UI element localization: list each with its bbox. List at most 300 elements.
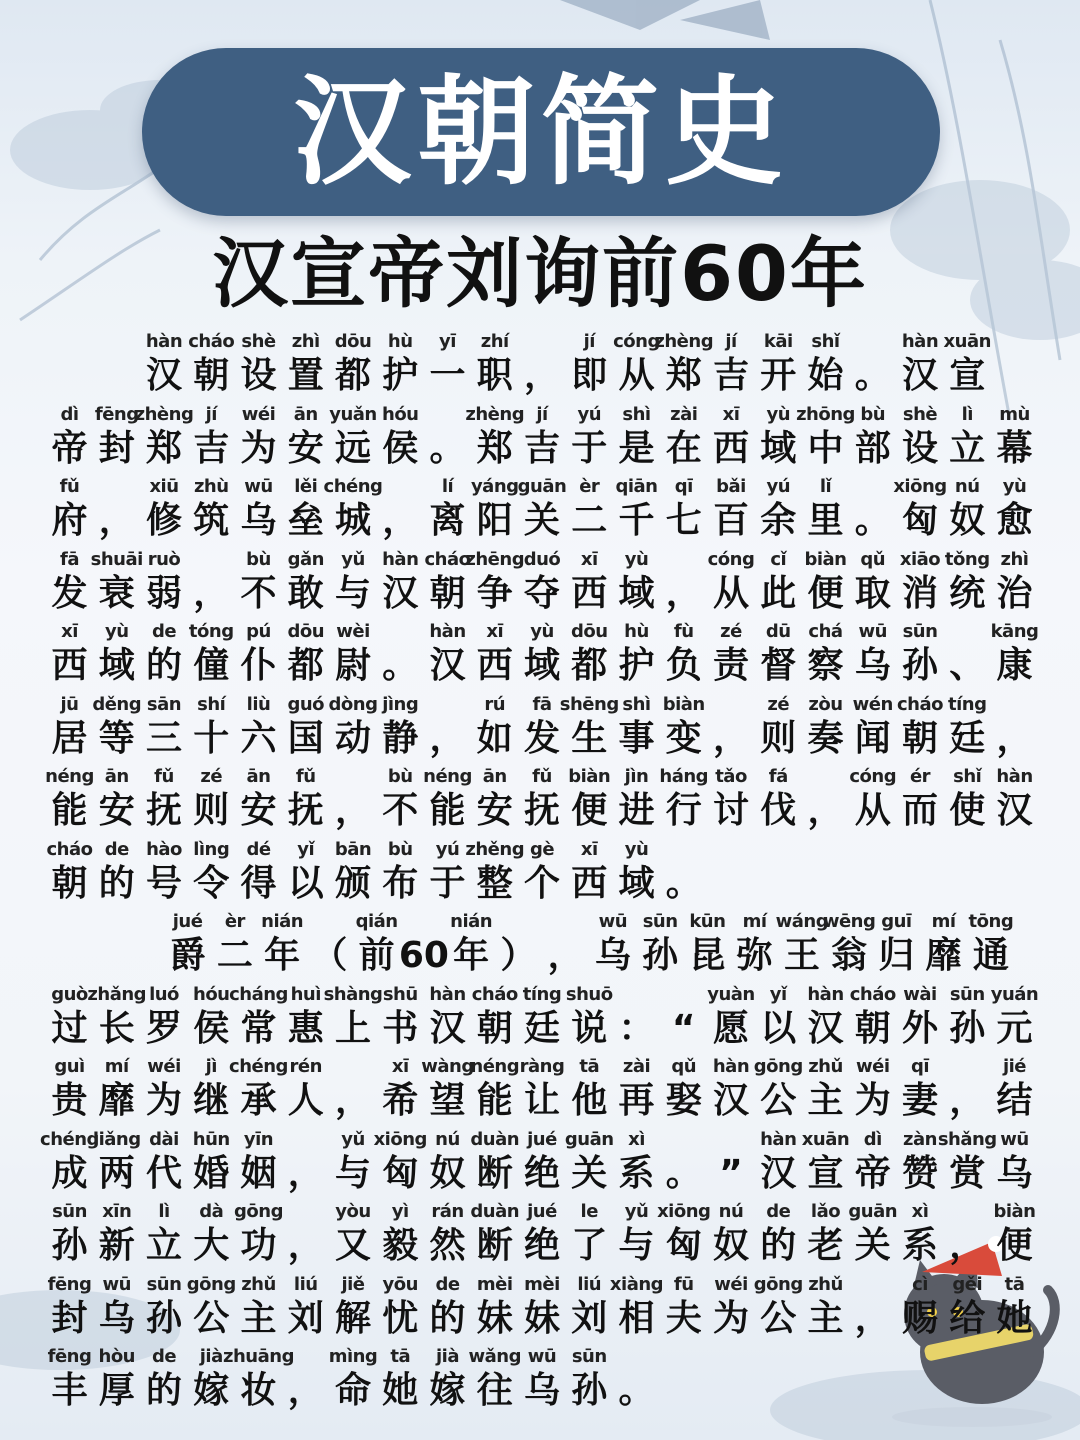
pinyin-label: dì bbox=[60, 403, 79, 425]
hanzi-character: 解 bbox=[334, 1297, 371, 1339]
pinyin-label: de bbox=[766, 1201, 791, 1222]
pinyin-label: liù bbox=[246, 693, 271, 715]
hanzi-character: 廷 bbox=[523, 1007, 560, 1049]
hanzi-character: 为 bbox=[145, 1080, 182, 1121]
hanzi-character: 为 bbox=[240, 427, 277, 469]
hanzi-character: 主 bbox=[807, 1297, 844, 1339]
hanzi-character: 希 bbox=[382, 1080, 419, 1121]
pinyin-label: zhí bbox=[480, 331, 509, 352]
hanzi-character: 惠 bbox=[287, 1007, 324, 1049]
pinyin-label: yuán bbox=[990, 983, 1039, 1005]
hanzi-character: 宣 bbox=[949, 355, 986, 396]
hanzi-character: 远 bbox=[334, 427, 371, 469]
hanzi-character: 行 bbox=[665, 790, 702, 831]
hanzi-character: 统 bbox=[949, 572, 986, 614]
pinyin-label: lìng bbox=[193, 838, 230, 860]
character-cell bbox=[564, 1343, 615, 1415]
hanzi-character: 长 bbox=[98, 1007, 135, 1049]
pinyin-label: rú bbox=[484, 693, 506, 715]
hanzi-character: 西 bbox=[51, 645, 88, 686]
section-subtitle: 汉宣帝刘询前60年 bbox=[212, 229, 868, 318]
character-cell bbox=[989, 981, 1040, 1053]
pinyin-label: fù bbox=[673, 621, 694, 642]
pinyin-label: yú bbox=[577, 403, 602, 425]
pinyin-label: gōng bbox=[186, 1273, 236, 1295]
hanzi-character: 修 bbox=[145, 500, 182, 541]
pinyin-label: lǐ bbox=[819, 476, 832, 497]
hanzi-character: 愿 bbox=[712, 1007, 749, 1049]
hanzi-character: 的 bbox=[429, 1297, 466, 1339]
hanzi-character: 讨 bbox=[712, 790, 749, 831]
hanzi-character: 置 bbox=[287, 355, 324, 396]
pinyin-label: nián bbox=[261, 911, 304, 932]
hanzi-character: 西 bbox=[476, 645, 513, 686]
hanzi-character: 护 bbox=[618, 645, 655, 686]
character-cell bbox=[989, 618, 1040, 690]
hanzi-character: 孙 bbox=[145, 1297, 182, 1339]
hanzi-character: 廷 bbox=[949, 717, 986, 759]
hanzi-character: 奴 bbox=[429, 1152, 466, 1194]
hanzi-character: 汉 bbox=[429, 645, 466, 686]
pinyin-label: cháo bbox=[46, 838, 93, 860]
pinyin-label: huì bbox=[290, 983, 321, 1005]
pinyin-label: zài bbox=[670, 403, 698, 425]
hanzi-character: 于 bbox=[571, 427, 608, 469]
hanzi-character: ， bbox=[996, 717, 1033, 759]
hanzi-character: 公 bbox=[760, 1080, 797, 1121]
pinyin-label: tā bbox=[390, 1346, 411, 1367]
hanzi-character: 夫 bbox=[665, 1297, 702, 1339]
hanzi-character: 与 bbox=[334, 1152, 371, 1194]
hanzi-character: 为 bbox=[712, 1297, 749, 1339]
pinyin-label: cháng bbox=[229, 983, 288, 1005]
hanzi-character: ， bbox=[665, 572, 702, 614]
pinyin-label: kāng bbox=[990, 621, 1039, 642]
hanzi-character: 筑 bbox=[193, 500, 230, 541]
hanzi-character: 人 bbox=[287, 1080, 324, 1121]
hanzi-character: 都 bbox=[287, 645, 324, 686]
pinyin-label: shuāi bbox=[90, 548, 143, 570]
hanzi-character: 绝 bbox=[523, 1225, 560, 1266]
hanzi-character: 汉 bbox=[996, 790, 1033, 831]
hanzi-character: 靡 bbox=[98, 1080, 135, 1121]
pinyin-label: néng bbox=[423, 766, 472, 787]
hanzi-character: 闻 bbox=[854, 717, 891, 759]
hanzi-character: 姻 bbox=[240, 1152, 277, 1194]
hanzi-character: 中 bbox=[807, 427, 844, 469]
hanzi-character: 过 bbox=[51, 1007, 88, 1049]
hanzi-character: 幕 bbox=[996, 427, 1033, 469]
hanzi-character: 老 bbox=[807, 1225, 844, 1266]
pinyin-label: liú bbox=[293, 1273, 318, 1295]
pinyin-label: liǎng bbox=[92, 1128, 141, 1150]
character-cell bbox=[469, 328, 520, 400]
pinyin-label: dōu bbox=[287, 621, 325, 642]
pinyin-label: yòu bbox=[335, 1201, 371, 1222]
text-line bbox=[44, 473, 1034, 545]
hanzi-character: 。 bbox=[854, 355, 891, 396]
pinyin-label: jué bbox=[527, 1201, 557, 1222]
pinyin-label: shǐ bbox=[811, 331, 840, 352]
pinyin-label: jì bbox=[205, 1056, 217, 1077]
hanzi-character: 乌 bbox=[594, 935, 631, 976]
hanzi-character: 令 bbox=[193, 862, 230, 904]
pinyin-label: hù bbox=[387, 331, 413, 352]
pinyin-label: yù bbox=[1002, 476, 1027, 497]
hanzi-character: ” bbox=[719, 1152, 743, 1194]
pinyin-label: jìn bbox=[624, 766, 649, 787]
hanzi-character: 愈 bbox=[996, 500, 1033, 541]
character-cell bbox=[800, 473, 851, 545]
pinyin-label: wū bbox=[858, 621, 887, 642]
pinyin-label: hào bbox=[146, 838, 182, 860]
hanzi-character: 婚 bbox=[193, 1152, 230, 1194]
pinyin-label: lěi bbox=[294, 476, 318, 497]
hanzi-character: 事 bbox=[618, 717, 655, 759]
pinyin-label: xīn bbox=[102, 1201, 132, 1222]
hanzi-character: 望 bbox=[429, 1080, 466, 1121]
pinyin-label: zàn bbox=[903, 1128, 937, 1150]
character-cell bbox=[989, 401, 1040, 473]
hanzi-character: 发 bbox=[523, 717, 560, 759]
pinyin-label: nú bbox=[435, 1128, 460, 1150]
pinyin-label: zòu bbox=[808, 693, 843, 715]
hanzi-character: 相 bbox=[618, 1297, 655, 1339]
hanzi-character: 朝 bbox=[193, 355, 230, 396]
pinyin-label: ràng bbox=[519, 1056, 565, 1077]
hanzi-character: ， bbox=[287, 1225, 324, 1266]
pinyin-label: hù bbox=[624, 621, 649, 642]
pinyin-label: gè bbox=[529, 838, 555, 860]
hanzi-character: ， bbox=[382, 500, 419, 541]
character-cell bbox=[611, 1343, 662, 1415]
pinyin-label: yǐ bbox=[297, 838, 315, 860]
pinyin-label: hàn bbox=[145, 331, 183, 352]
hanzi-character: 再 bbox=[618, 1080, 655, 1121]
hanzi-character: 朝 bbox=[476, 1007, 513, 1049]
hanzi-character: 主 bbox=[240, 1297, 277, 1339]
pinyin-label: wū bbox=[527, 1346, 557, 1367]
hanzi-character: 妻 bbox=[901, 1080, 938, 1121]
character-cell bbox=[942, 691, 993, 763]
hanzi-character: 赏 bbox=[949, 1152, 986, 1194]
hanzi-character: 罗 bbox=[145, 1007, 182, 1049]
hanzi-character: 等 bbox=[98, 717, 135, 759]
hanzi-character: 两 bbox=[98, 1152, 135, 1194]
hanzi-character: 刘 bbox=[287, 1297, 324, 1339]
pinyin-label: xiāo bbox=[899, 548, 941, 570]
pinyin-label: dài bbox=[149, 1128, 179, 1150]
pinyin-label: fū bbox=[673, 1273, 694, 1295]
pinyin-label: zhǎng bbox=[87, 983, 147, 1005]
hanzi-character: 便 bbox=[807, 572, 844, 614]
hanzi-character: 妆 bbox=[240, 1370, 277, 1411]
pinyin-label: zhōng bbox=[796, 403, 855, 425]
pinyin-label: shuō bbox=[565, 983, 613, 1005]
hanzi-character: 设 bbox=[240, 355, 277, 396]
pinyin-label: mí bbox=[742, 911, 767, 932]
pinyin-label: zhì bbox=[1000, 548, 1029, 570]
pinyin-label: yù bbox=[530, 621, 554, 642]
page-title: 汉朝简史 bbox=[292, 63, 789, 201]
pinyin-label: tǒng bbox=[944, 548, 990, 570]
pinyin-label: shè bbox=[241, 331, 276, 352]
hanzi-character: 朝 bbox=[429, 572, 466, 614]
hanzi-character: ： bbox=[618, 1007, 655, 1049]
hanzi-character: 让 bbox=[523, 1080, 560, 1121]
hanzi-character: 了 bbox=[571, 1225, 608, 1266]
pinyin-label: sūn bbox=[949, 983, 985, 1005]
pinyin-label: tōng bbox=[968, 911, 1014, 932]
text-line bbox=[44, 618, 1039, 690]
hanzi-character: ， bbox=[949, 1225, 986, 1266]
pinyin-label: mìng bbox=[328, 1346, 378, 1367]
character-cell bbox=[989, 691, 1040, 763]
pinyin-label: néng bbox=[470, 1056, 520, 1077]
hanzi-character: 、 bbox=[949, 645, 986, 686]
hanzi-character: 衰 bbox=[98, 572, 135, 614]
pinyin-label: kūn bbox=[689, 911, 726, 932]
hanzi-character: 从 bbox=[854, 790, 891, 831]
pinyin-label: wū bbox=[1000, 1128, 1029, 1150]
pinyin-label: mèi bbox=[524, 1273, 560, 1295]
hanzi-character: 安 bbox=[476, 790, 513, 831]
character-cell bbox=[611, 546, 662, 618]
hanzi-character: 如 bbox=[476, 717, 513, 759]
hanzi-character: 乌 bbox=[240, 500, 277, 541]
hanzi-character: 。 bbox=[854, 500, 891, 541]
character-cell bbox=[989, 1126, 1040, 1198]
hanzi-character: 孙 bbox=[901, 645, 938, 686]
text-line bbox=[44, 836, 1034, 908]
pinyin-label: cháo bbox=[424, 548, 471, 570]
pinyin-label: yù bbox=[766, 403, 791, 425]
pinyin-label: bān bbox=[334, 838, 372, 860]
hanzi-character: 又 bbox=[334, 1225, 371, 1266]
pinyin-label: dòng bbox=[328, 693, 378, 715]
pinyin-label: fá bbox=[768, 766, 788, 787]
hanzi-character: 则 bbox=[760, 717, 797, 759]
hanzi-character: 的 bbox=[145, 1370, 182, 1411]
hanzi-character: 弥 bbox=[736, 935, 773, 976]
pinyin-label: tóng bbox=[188, 621, 234, 642]
hanzi-character: 二 bbox=[571, 500, 608, 541]
text-line bbox=[44, 1053, 1034, 1125]
hanzi-character: 孙 bbox=[51, 1225, 88, 1266]
hanzi-character: 二 bbox=[216, 935, 253, 976]
pinyin-label: xiōng bbox=[657, 1201, 711, 1222]
pinyin-label: zhǔ bbox=[808, 1056, 843, 1077]
text-line bbox=[44, 401, 1034, 473]
hanzi-character: 帝 bbox=[51, 427, 88, 469]
pinyin-label: bù bbox=[246, 548, 271, 570]
hanzi-character: 功 bbox=[240, 1225, 277, 1266]
hanzi-character: 此 bbox=[760, 572, 797, 614]
pinyin-label: nú bbox=[954, 476, 980, 497]
pinyin-label: qǔ bbox=[860, 548, 886, 570]
hanzi-character: ， bbox=[98, 500, 135, 541]
pinyin-label: hóu bbox=[382, 403, 419, 425]
hanzi-character: 安 bbox=[287, 427, 324, 469]
character-cell bbox=[989, 1053, 1040, 1125]
pinyin-label: xiōng bbox=[893, 476, 947, 497]
hanzi-character: 域 bbox=[98, 645, 135, 686]
pinyin-label: zhù bbox=[193, 476, 229, 497]
hanzi-character: 绝 bbox=[523, 1152, 560, 1194]
hanzi-character: 匈 bbox=[382, 1152, 419, 1194]
hanzi-character: 昆 bbox=[689, 935, 726, 976]
hanzi-character: 安 bbox=[240, 790, 277, 831]
pinyin-label: dū bbox=[765, 621, 791, 642]
hanzi-character: 吉 bbox=[523, 427, 560, 469]
pinyin-label: zhēng bbox=[465, 548, 525, 570]
hanzi-character: 生 bbox=[571, 717, 608, 759]
text-line bbox=[44, 546, 1034, 618]
title-banner bbox=[142, 48, 940, 216]
pinyin-label: hàn bbox=[429, 983, 466, 1005]
pinyin-label: de bbox=[435, 1273, 460, 1295]
pinyin-label: shū bbox=[382, 983, 418, 1005]
pinyin-label: lì bbox=[961, 403, 973, 425]
pinyin-label: lí bbox=[441, 476, 454, 497]
pinyin-label: le bbox=[580, 1201, 598, 1222]
text-line bbox=[44, 1271, 1034, 1343]
pinyin-label: chéng bbox=[323, 476, 383, 497]
pinyin-label: dōu bbox=[334, 331, 372, 352]
character-cell bbox=[375, 691, 426, 763]
character-cell bbox=[323, 473, 383, 545]
pinyin-label: tǎo bbox=[715, 766, 747, 787]
hanzi-character: 不 bbox=[382, 790, 419, 831]
pinyin-label: biàn bbox=[993, 1201, 1036, 1222]
pinyin-label: shǐ bbox=[953, 766, 982, 787]
pinyin-label: ān bbox=[482, 766, 507, 787]
character-cell bbox=[223, 1343, 294, 1415]
hanzi-character: 城 bbox=[334, 500, 371, 541]
pinyin-label: fēng bbox=[94, 403, 139, 425]
pinyin-label: shí bbox=[197, 693, 226, 715]
pinyin-label: qiān bbox=[615, 476, 658, 497]
pinyin-label: fēng bbox=[47, 1273, 92, 1295]
pinyin-label: chá bbox=[808, 621, 843, 642]
pinyin-label: chéng bbox=[229, 1056, 288, 1077]
pinyin-label: tíng bbox=[948, 693, 987, 715]
pinyin-label: xī bbox=[580, 548, 598, 570]
pinyin-label: zhèng bbox=[134, 403, 194, 425]
hanzi-character: 抚 bbox=[287, 790, 324, 831]
pinyin-label: zhì bbox=[291, 331, 320, 352]
pinyin-label: tā bbox=[1004, 1273, 1025, 1295]
pinyin-label: zhèng bbox=[465, 403, 525, 425]
hanzi-character: 给 bbox=[949, 1297, 986, 1339]
character-cell bbox=[611, 981, 662, 1053]
hanzi-character: 的 bbox=[145, 645, 182, 686]
hanzi-character: 便 bbox=[571, 790, 608, 831]
hanzi-character: 说 bbox=[571, 1007, 608, 1049]
hanzi-character: 域 bbox=[618, 862, 655, 904]
hanzi-character: 主 bbox=[807, 1080, 844, 1121]
pinyin-label: guān bbox=[517, 476, 567, 497]
pinyin-label: yǔ bbox=[341, 548, 365, 570]
pinyin-label: jū bbox=[60, 693, 79, 715]
pinyin-label: biàn bbox=[662, 693, 705, 715]
pinyin-label: ān bbox=[104, 766, 129, 787]
hanzi-character: 从 bbox=[712, 572, 749, 614]
hanzi-character: 嫁 bbox=[429, 1370, 466, 1411]
text-line bbox=[44, 328, 1034, 400]
hanzi-character: ， bbox=[334, 1080, 371, 1121]
hanzi-character: 孙 bbox=[571, 1370, 608, 1411]
hanzi-character: 便 bbox=[996, 1225, 1033, 1266]
pinyin-label: xiōng bbox=[373, 1128, 427, 1150]
hanzi-character: ， bbox=[807, 790, 844, 831]
hanzi-character: 都 bbox=[334, 355, 371, 396]
hanzi-character: 阳 bbox=[476, 500, 513, 541]
character-cell bbox=[493, 908, 544, 980]
hanzi-character: 封 bbox=[51, 1297, 88, 1339]
hanzi-character: 争 bbox=[476, 572, 513, 614]
hanzi-character: 汉 bbox=[901, 355, 938, 396]
hanzi-character: 。 bbox=[665, 862, 702, 904]
hanzi-character: 代 bbox=[145, 1152, 182, 1194]
pinyin-label: sūn bbox=[642, 911, 678, 932]
pinyin-label: ruò bbox=[147, 548, 181, 570]
hanzi-character: 开 bbox=[760, 355, 797, 396]
hanzi-character: 颁 bbox=[334, 862, 371, 904]
hanzi-character: 始 bbox=[807, 355, 844, 396]
pinyin-label: wáng bbox=[775, 911, 829, 932]
hanzi-character: 尉 bbox=[334, 645, 371, 686]
character-cell bbox=[564, 981, 615, 1053]
hanzi-character: 厚 bbox=[98, 1370, 135, 1411]
hanzi-character: 年 bbox=[264, 935, 301, 976]
pinyin-label: guó bbox=[287, 693, 325, 715]
pinyin-label: jí bbox=[583, 331, 595, 352]
hanzi-character: ， bbox=[334, 790, 371, 831]
pinyin-label: sūn bbox=[902, 621, 938, 642]
hanzi-character: 都 bbox=[571, 645, 608, 686]
hanzi-character: ， bbox=[287, 1152, 324, 1194]
hanzi-character: 为 bbox=[854, 1080, 891, 1121]
hanzi-character: 命 bbox=[334, 1370, 371, 1411]
character-cell bbox=[989, 1198, 1040, 1270]
hanzi-character: 变 bbox=[665, 717, 702, 759]
hanzi-character: 责 bbox=[712, 645, 749, 686]
hanzi-character: 静 bbox=[382, 717, 419, 759]
pinyin-label: bǎi bbox=[716, 476, 746, 497]
hanzi-character: （ bbox=[311, 935, 348, 976]
pinyin-label: jí bbox=[725, 331, 737, 352]
pinyin-label: gǎn bbox=[287, 548, 324, 570]
hanzi-character: 进 bbox=[618, 790, 655, 831]
hanzi-character: 汉 bbox=[382, 572, 419, 614]
hanzi-character: 妹 bbox=[476, 1297, 513, 1339]
pinyin-label: lì bbox=[158, 1201, 170, 1222]
hanzi-character: 系 bbox=[901, 1225, 938, 1266]
hanzi-character: 断 bbox=[476, 1225, 513, 1266]
pinyin-label: fēng bbox=[47, 1346, 92, 1367]
pinyin-label: wén bbox=[852, 693, 893, 715]
pinyin-label: ān bbox=[246, 766, 271, 787]
pinyin-label: cóng bbox=[707, 548, 755, 570]
hanzi-character: 发 bbox=[51, 572, 88, 614]
pinyin-label: biàn bbox=[804, 548, 847, 570]
pinyin-label: dōu bbox=[570, 621, 608, 642]
hanzi-character: 郑 bbox=[665, 355, 702, 396]
pinyin-label: fā bbox=[60, 548, 79, 570]
character-cell bbox=[800, 1271, 851, 1343]
pinyin-label: sūn bbox=[571, 1346, 607, 1367]
